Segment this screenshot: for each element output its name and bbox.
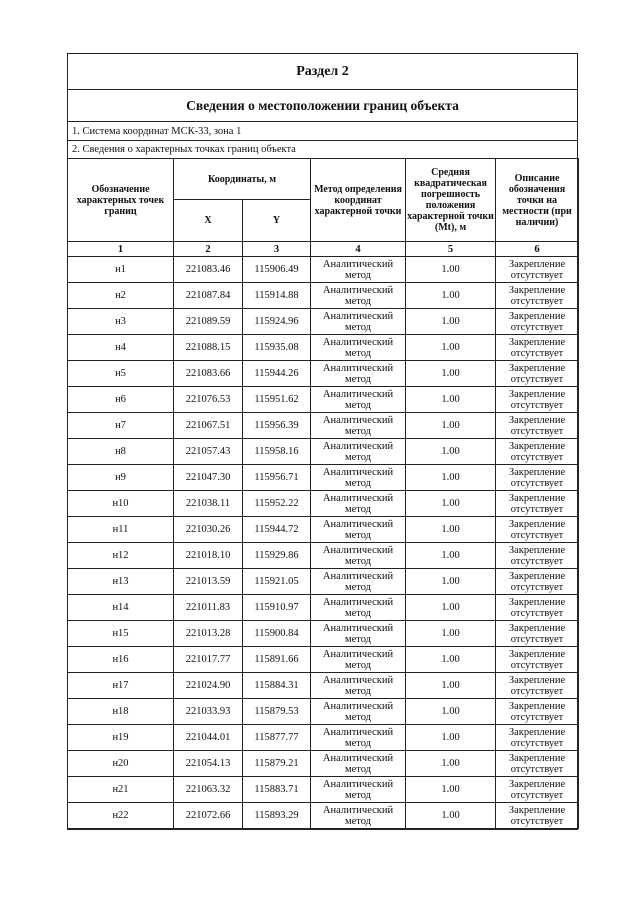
x-coordinate-cell: 221067.51 [174, 413, 243, 439]
point-name-cell: н13 [68, 569, 174, 595]
x-coordinate-cell: 221033.93 [174, 699, 243, 725]
point-name-cell: н14 [68, 595, 174, 621]
table-row [68, 803, 579, 829]
points-table-body [68, 257, 579, 829]
accuracy-cell: 1.00 [406, 673, 496, 699]
y-coordinate-cell: 115952.22 [243, 491, 311, 517]
accuracy-cell: 1.00 [406, 621, 496, 647]
point-name-cell: н9 [68, 465, 174, 491]
column-number: 3 [243, 242, 311, 257]
method-cell: Аналитический метод [311, 283, 406, 309]
y-coordinate-cell: 115951.62 [243, 387, 311, 413]
method-cell: Аналитический метод [311, 595, 406, 621]
description-cell: Закрепление отсутствует [496, 777, 579, 803]
header-accuracy: Средняя квадратическая погрешность положения характерной точки (Mt), м [406, 159, 496, 242]
table-row [68, 777, 579, 803]
y-coordinate-cell: 115891.66 [243, 647, 311, 673]
x-coordinate-cell: 221087.84 [174, 283, 243, 309]
accuracy-cell: 1.00 [406, 517, 496, 543]
method-cell: Аналитический метод [311, 725, 406, 751]
y-coordinate-cell: 115944.26 [243, 361, 311, 387]
column-number: 6 [496, 242, 579, 257]
description-cell: Закрепление отсутствует [496, 647, 579, 673]
point-name-cell: н10 [68, 491, 174, 517]
table-row [68, 361, 579, 387]
method-cell: Аналитический метод [311, 491, 406, 517]
method-cell: Аналитический метод [311, 569, 406, 595]
accuracy-cell: 1.00 [406, 413, 496, 439]
document-frame [67, 53, 578, 830]
y-coordinate-cell: 115879.21 [243, 751, 311, 777]
y-coordinate-cell: 115877.77 [243, 725, 311, 751]
y-coordinate-cell: 115929.86 [243, 543, 311, 569]
y-coordinate-cell: 115935.08 [243, 335, 311, 361]
method-cell: Аналитический метод [311, 413, 406, 439]
x-coordinate-cell: 221054.13 [174, 751, 243, 777]
method-cell: Аналитический метод [311, 803, 406, 829]
table-row [68, 647, 579, 673]
description-cell: Закрепление отсутствует [496, 569, 579, 595]
description-cell: Закрепление отсутствует [496, 309, 579, 335]
method-cell: Аналитический метод [311, 777, 406, 803]
x-coordinate-cell: 221076.53 [174, 387, 243, 413]
point-name-cell: н4 [68, 335, 174, 361]
method-cell: Аналитический метод [311, 465, 406, 491]
header-description: Описание обозначения точки на местности (при наличии) [496, 159, 579, 242]
method-cell: Аналитический метод [311, 361, 406, 387]
column-number: 1 [68, 242, 174, 257]
point-name-cell: н15 [68, 621, 174, 647]
method-cell: Аналитический метод [311, 439, 406, 465]
point-name-cell: н2 [68, 283, 174, 309]
description-cell: Закрепление отсутствует [496, 595, 579, 621]
point-name-cell: н7 [68, 413, 174, 439]
point-name-cell: н1 [68, 257, 174, 283]
accuracy-cell: 1.00 [406, 725, 496, 751]
table-row [68, 751, 579, 777]
x-coordinate-cell: 221083.66 [174, 361, 243, 387]
accuracy-cell: 1.00 [406, 387, 496, 413]
point-name-cell: н17 [68, 673, 174, 699]
section-title: Раздел 2 [68, 54, 577, 90]
table-row [68, 387, 579, 413]
x-coordinate-cell: 221024.90 [174, 673, 243, 699]
method-cell: Аналитический метод [311, 647, 406, 673]
y-coordinate-cell: 115906.49 [243, 257, 311, 283]
x-coordinate-cell: 221018.10 [174, 543, 243, 569]
y-coordinate-cell: 115879.53 [243, 699, 311, 725]
x-coordinate-cell: 221013.59 [174, 569, 243, 595]
accuracy-cell: 1.00 [406, 699, 496, 725]
accuracy-cell: 1.00 [406, 465, 496, 491]
description-cell: Закрепление отсутствует [496, 439, 579, 465]
column-number: 2 [174, 242, 243, 257]
method-cell: Аналитический метод [311, 621, 406, 647]
accuracy-cell: 1.00 [406, 283, 496, 309]
x-coordinate-cell: 221017.77 [174, 647, 243, 673]
description-cell: Закрепление отсутствует [496, 543, 579, 569]
x-coordinate-cell: 221089.59 [174, 309, 243, 335]
y-coordinate-cell: 115914.88 [243, 283, 311, 309]
description-cell: Закрепление отсутствует [496, 413, 579, 439]
points-table [67, 158, 579, 829]
coord-system-line: 1. Система координат МСК-33, зона 1 [68, 122, 577, 141]
table-row [68, 725, 579, 751]
description-cell: Закрепление отсутствует [496, 283, 579, 309]
x-coordinate-cell: 221083.46 [174, 257, 243, 283]
table-row [68, 569, 579, 595]
header-x: X [174, 200, 243, 242]
x-coordinate-cell: 221047.30 [174, 465, 243, 491]
table-row [68, 543, 579, 569]
description-cell: Закрепление отсутствует [496, 517, 579, 543]
section-subtitle: Сведения о местоположении границ объекта [68, 90, 577, 122]
point-name-cell: н20 [68, 751, 174, 777]
point-name-cell: н8 [68, 439, 174, 465]
point-name-cell: н12 [68, 543, 174, 569]
table-row [68, 673, 579, 699]
y-coordinate-cell: 115884.31 [243, 673, 311, 699]
point-name-cell: н22 [68, 803, 174, 829]
accuracy-cell: 1.00 [406, 491, 496, 517]
x-coordinate-cell: 221072.66 [174, 803, 243, 829]
point-name-cell: н5 [68, 361, 174, 387]
header-y: Y [243, 200, 311, 242]
description-cell: Закрепление отсутствует [496, 361, 579, 387]
x-coordinate-cell: 221057.43 [174, 439, 243, 465]
point-name-cell: н3 [68, 309, 174, 335]
table-row [68, 283, 579, 309]
description-cell: Закрепление отсутствует [496, 725, 579, 751]
method-cell: Аналитический метод [311, 517, 406, 543]
header-point-name: Обозначение характерных точек границ [68, 159, 174, 242]
table-row [68, 309, 579, 335]
table-row [68, 699, 579, 725]
description-cell: Закрепление отсутствует [496, 699, 579, 725]
method-cell: Аналитический метод [311, 751, 406, 777]
description-cell: Закрепление отсутствует [496, 751, 579, 777]
accuracy-cell: 1.00 [406, 751, 496, 777]
point-name-cell: н6 [68, 387, 174, 413]
header-coordinates: Координаты, м [174, 159, 311, 200]
description-cell: Закрепление отсутствует [496, 491, 579, 517]
column-number: 4 [311, 242, 406, 257]
x-coordinate-cell: 221063.32 [174, 777, 243, 803]
description-cell: Закрепление отсутствует [496, 387, 579, 413]
point-name-cell: н16 [68, 647, 174, 673]
y-coordinate-cell: 115893.29 [243, 803, 311, 829]
table-row [68, 257, 579, 283]
accuracy-cell: 1.00 [406, 543, 496, 569]
table-row [68, 621, 579, 647]
accuracy-cell: 1.00 [406, 309, 496, 335]
table-row [68, 439, 579, 465]
header-method: Метод определения координат характерной точки [311, 159, 406, 242]
y-coordinate-cell: 115924.96 [243, 309, 311, 335]
table-row [68, 517, 579, 543]
accuracy-cell: 1.00 [406, 257, 496, 283]
x-coordinate-cell: 221013.28 [174, 621, 243, 647]
point-name-cell: н11 [68, 517, 174, 543]
x-coordinate-cell: 221088.15 [174, 335, 243, 361]
method-cell: Аналитический метод [311, 543, 406, 569]
accuracy-cell: 1.00 [406, 803, 496, 829]
method-cell: Аналитический метод [311, 673, 406, 699]
method-cell: Аналитический метод [311, 335, 406, 361]
accuracy-cell: 1.00 [406, 335, 496, 361]
accuracy-cell: 1.00 [406, 439, 496, 465]
column-number: 5 [406, 242, 496, 257]
y-coordinate-cell: 115900.84 [243, 621, 311, 647]
table-row [68, 595, 579, 621]
method-cell: Аналитический метод [311, 699, 406, 725]
y-coordinate-cell: 115956.71 [243, 465, 311, 491]
table-row [68, 465, 579, 491]
y-coordinate-cell: 115958.16 [243, 439, 311, 465]
description-cell: Закрепление отсутствует [496, 465, 579, 491]
x-coordinate-cell: 221044.01 [174, 725, 243, 751]
y-coordinate-cell: 115883.71 [243, 777, 311, 803]
accuracy-cell: 1.00 [406, 569, 496, 595]
description-cell: Закрепление отсутствует [496, 335, 579, 361]
y-coordinate-cell: 115921.05 [243, 569, 311, 595]
accuracy-cell: 1.00 [406, 647, 496, 673]
point-name-cell: н18 [68, 699, 174, 725]
description-cell: Закрепление отсутствует [496, 621, 579, 647]
table-row [68, 335, 579, 361]
method-cell: Аналитический метод [311, 309, 406, 335]
x-coordinate-cell: 221011.83 [174, 595, 243, 621]
y-coordinate-cell: 115944.72 [243, 517, 311, 543]
table-row [68, 491, 579, 517]
accuracy-cell: 1.00 [406, 361, 496, 387]
y-coordinate-cell: 115910.97 [243, 595, 311, 621]
x-coordinate-cell: 221030.26 [174, 517, 243, 543]
point-name-cell: н19 [68, 725, 174, 751]
points-caption-line: 2. Сведения о характерных точках границ объекта [72, 144, 296, 155]
method-cell: Аналитический метод [311, 257, 406, 283]
accuracy-cell: 1.00 [406, 595, 496, 621]
y-coordinate-cell: 115956.39 [243, 413, 311, 439]
method-cell: Аналитический метод [311, 387, 406, 413]
description-cell: Закрепление отсутствует [496, 803, 579, 829]
point-name-cell: н21 [68, 777, 174, 803]
x-coordinate-cell: 221038.11 [174, 491, 243, 517]
accuracy-cell: 1.00 [406, 777, 496, 803]
description-cell: Закрепление отсутствует [496, 673, 579, 699]
description-cell: Закрепление отсутствует [496, 257, 579, 283]
table-row [68, 413, 579, 439]
